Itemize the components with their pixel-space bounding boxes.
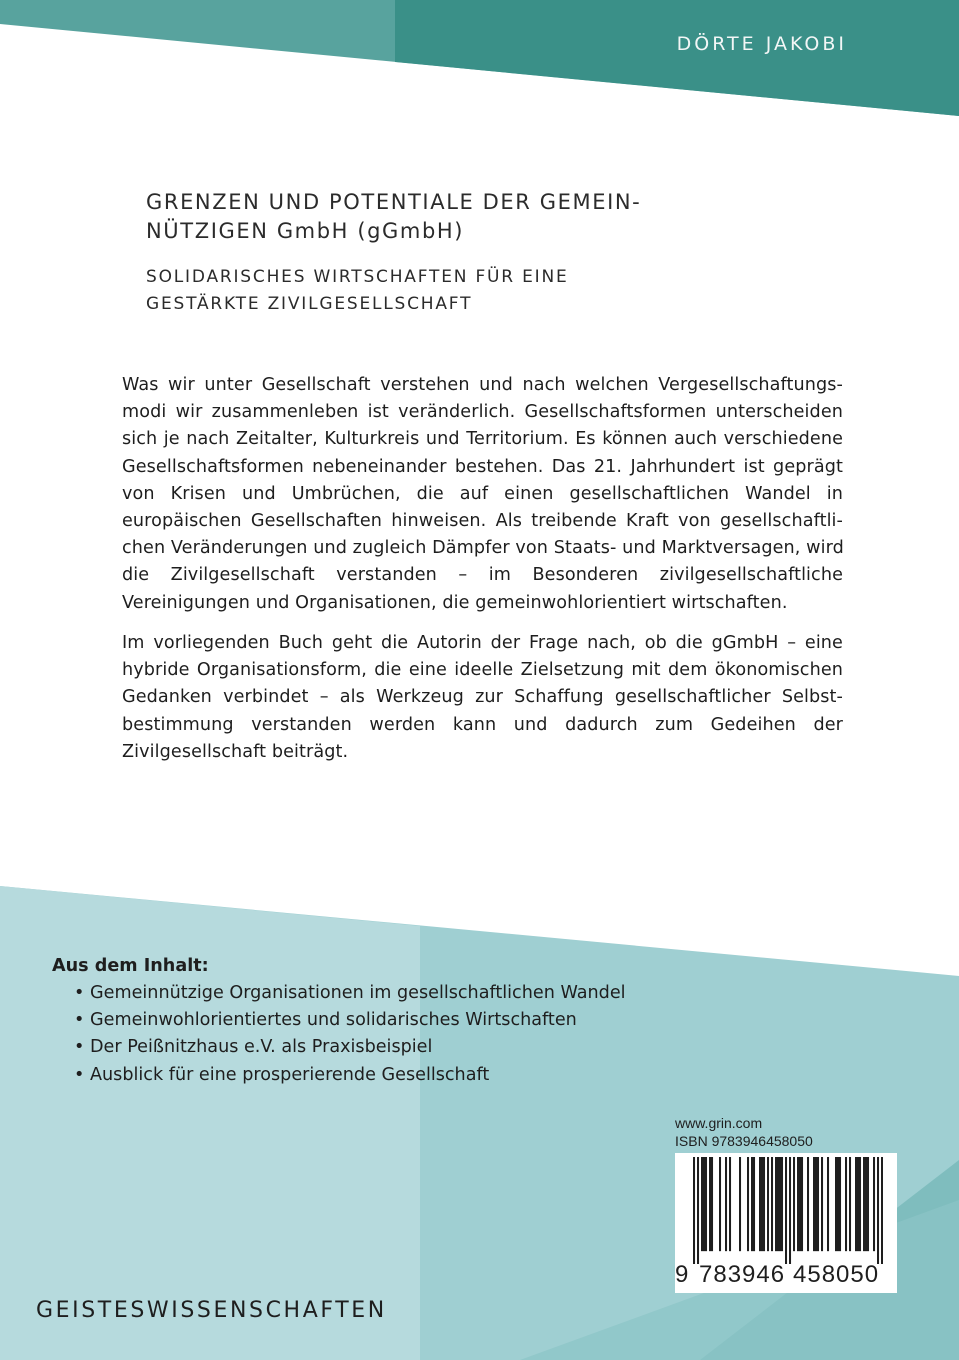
barcode-bar <box>865 1157 867 1251</box>
barcode-bar <box>821 1157 823 1251</box>
barcode-bar <box>777 1157 779 1251</box>
barcode-bar <box>837 1157 839 1251</box>
blurb-line: sich je nach Zeitalter, Kulturkreis und Territorium. Es können auch verschiedene <box>122 429 843 450</box>
barcode-bar <box>849 1157 851 1251</box>
barcode-bar <box>781 1157 783 1251</box>
blurb-line: Zivilgesellschaft beiträgt. <box>122 741 349 762</box>
blurb-line: europäischen Gesellschaften hinweisen. Als treibende Kraft von gesellschaftli- <box>122 511 843 532</box>
barcode-bar <box>807 1157 809 1251</box>
list-item-text: Der Peißnitzhaus e.V. als Praxisbeispiel <box>90 1037 433 1058</box>
barcode-bar <box>817 1157 819 1251</box>
subtitle-line: GESTÄRKTE ZIVILGESELLSCHAFT <box>146 294 473 314</box>
contents-heading: Aus dem Inhalt: <box>52 956 209 976</box>
barcode-bar <box>725 1157 727 1251</box>
barcode-digit-first: 9 <box>675 1261 689 1288</box>
isbn-barcode-block <box>675 1114 900 1293</box>
blurb-line: hybride Organisationsform, die eine ideelle Zielsetzung mit dem ökonomischen <box>122 660 843 681</box>
barcode-bar <box>863 1157 865 1251</box>
blurb-line: Im vorliegenden Buch geht die Autorin der Frage nach, ob die gGmbH – eine <box>122 633 843 653</box>
barcode-bar <box>719 1157 721 1251</box>
barcode-bar <box>779 1157 781 1251</box>
subject-category: GEISTESWISSENSCHAFTEN <box>36 1298 387 1323</box>
barcode-bar <box>857 1157 859 1251</box>
blurb-line: bestimmung verstanden werden kann und dadurch zum Gedeihen der <box>122 714 843 735</box>
barcode-bar <box>703 1157 705 1251</box>
blurb-line: Gesellschaftsformen nebeneinander bestehen. Das 21. Jahrhundert ist geprägt <box>122 456 843 477</box>
contents-list <box>52 980 692 1089</box>
barcode <box>675 1153 897 1293</box>
publisher-url: www.grin.com <box>675 1115 763 1131</box>
barcode-bar <box>877 1157 879 1264</box>
list-item-text: Ausblick für eine prosperierende Gesellschaft <box>90 1064 490 1085</box>
blurb-line: Was wir unter Gesellschaft verstehen und nach welchen Vergesellschaftungs- <box>122 375 843 395</box>
blurb-paragraph-2 <box>122 630 843 766</box>
list-item <box>74 1062 692 1089</box>
barcode-bar <box>701 1157 703 1251</box>
barcode-bar <box>711 1157 713 1251</box>
barcode-bar <box>739 1157 741 1251</box>
book-subtitle <box>146 264 666 318</box>
list-item-text: Gemeinnützige Organisationen im gesellschaftlichen Wandel <box>90 983 626 1003</box>
barcode-digits <box>675 1261 897 1291</box>
author-name: DÖRTE JAKOBI <box>676 33 847 55</box>
bullet-icon: • <box>74 1010 85 1031</box>
barcode-bar <box>845 1157 847 1251</box>
blurb-line: Gedanken verbindet – als Werkzeug zur Schaffung gesellschaftlicher Selbst- <box>122 687 843 708</box>
barcode-bar <box>789 1157 791 1264</box>
barcode-bar <box>771 1157 773 1251</box>
blurb-line: Vereinigungen und Organisationen, die gemeinwohlorientiert wirtschaften. <box>122 592 788 613</box>
barcode-bar <box>693 1157 695 1264</box>
barcode-bar <box>729 1157 731 1251</box>
barcode-bar <box>753 1157 755 1251</box>
contents-section <box>52 953 692 1089</box>
barcode-bar <box>867 1157 869 1251</box>
blurb-line: chen Veränderungen und zugleich Dämpfer von Staats- und Marktversagen, wird <box>122 538 844 559</box>
book-title <box>146 188 666 246</box>
bullet-icon: • <box>74 1037 85 1058</box>
list-item <box>74 1007 692 1034</box>
blurb-line: die Zivilgesellschaft verstanden – im Besonderen zivilgesellschaftliche <box>122 565 843 586</box>
barcode-bar <box>793 1157 795 1251</box>
list-item <box>74 1034 692 1061</box>
bullet-icon: • <box>74 983 85 1003</box>
blurb-paragraph-1 <box>122 372 843 617</box>
barcode-bar <box>839 1157 841 1251</box>
barcode-bar <box>763 1157 765 1251</box>
barcode-bar <box>705 1157 707 1251</box>
isbn-label: ISBN 9783946458050 <box>675 1133 813 1149</box>
barcode-bar <box>785 1157 787 1264</box>
barcode-bar <box>859 1157 861 1251</box>
barcode-bar <box>813 1157 815 1251</box>
barcode-bar <box>881 1157 883 1264</box>
title-line: NÜTZIGEN GmbH (gGmbH) <box>146 219 465 243</box>
barcode-bar <box>747 1157 749 1251</box>
barcode-bar <box>761 1157 763 1251</box>
blurb-line: modi wir zusammenleben ist veränderlich. Gesellschaftsformen unterscheiden <box>122 402 843 423</box>
bullet-icon: • <box>74 1064 85 1085</box>
barcode-bar <box>797 1157 799 1251</box>
barcode-bar <box>759 1157 761 1251</box>
barcode-bars-icon <box>693 1157 883 1264</box>
blurb-line: von Krisen und Umbrüchen, die auf einen gesellschaftlichen Wandel in <box>122 483 843 504</box>
top-band-dark <box>395 0 959 116</box>
barcode-bar <box>873 1157 875 1251</box>
barcode-digits-right: 458050 <box>793 1261 880 1288</box>
subtitle-line: SOLIDARISCHES WIRTSCHAFTEN FÜR EINE <box>146 267 569 287</box>
title-line: GRENZEN UND POTENTIALE DER GEMEIN- <box>146 190 642 214</box>
barcode-bar <box>697 1157 699 1264</box>
barcode-bar <box>767 1157 769 1251</box>
barcode-bar <box>827 1157 829 1251</box>
list-item <box>74 980 692 1007</box>
barcode-bar <box>801 1157 803 1251</box>
barcode-bar <box>855 1157 857 1251</box>
barcode-bar <box>799 1157 801 1251</box>
barcode-bar <box>751 1157 753 1251</box>
barcode-bar <box>775 1157 777 1251</box>
barcode-bar <box>709 1157 711 1251</box>
barcode-digits-left: 783946 <box>699 1261 786 1288</box>
barcode-bar <box>815 1157 817 1251</box>
list-item-text: Gemeinwohlorientiertes und solidarisches Wirtschaften <box>90 1010 577 1031</box>
barcode-bar <box>835 1157 837 1251</box>
